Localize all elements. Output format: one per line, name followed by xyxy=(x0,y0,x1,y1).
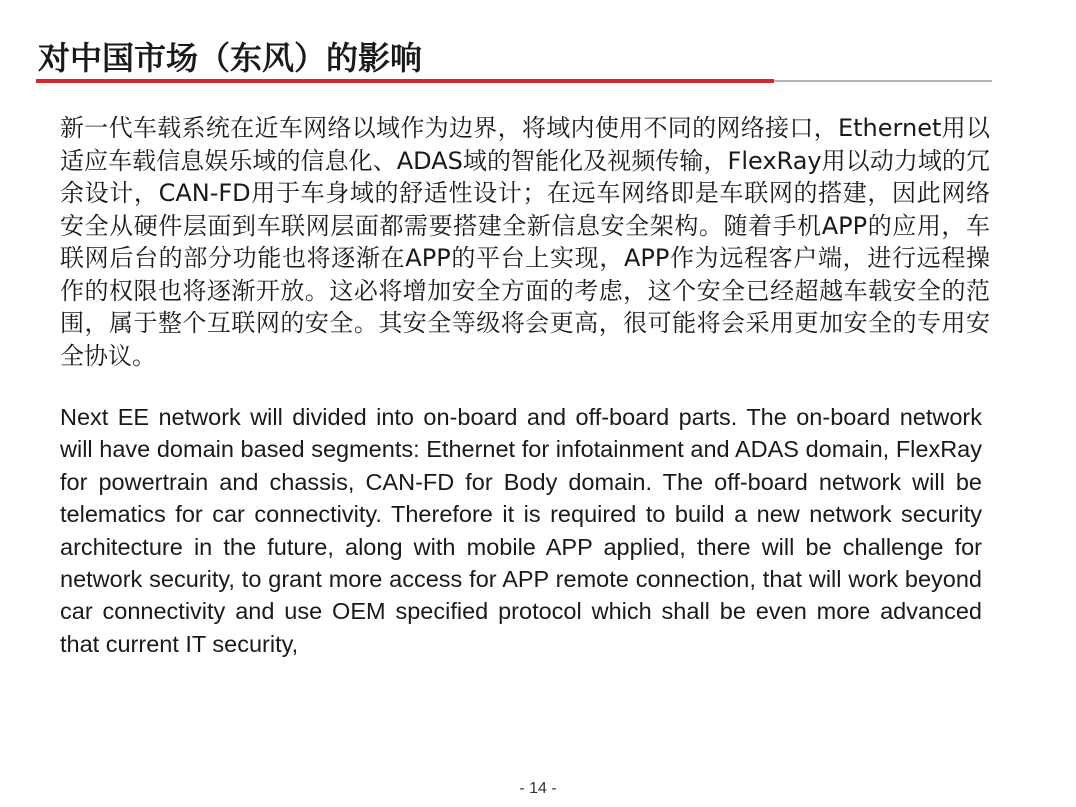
english-paragraph: Next EE network will divided into on-board and off-board parts. The on-board network will have domain based segments: Ethernet for infotainment and ADAS domain, FlexRay for powertrain and chassis, CAN-FD for Body domain. The off-board network will be telematics for car connectivity. Therefore it is required to build a new network security architecture in the future, along with mobile APP applied, there will be challenge for network security, to grant more access for APP remote connection, that will work beyond car connectivity and use OEM specified protocol which shall be even more advanced that current IT security, xyxy=(60,404,982,657)
chinese-paragraph: 新一代车载系统在近车网络以域作为边界，将域内使用不同的网络接口，Ethernet用以适应车载信息娱乐域的信息化、ADAS域的智能化及视频传输，FlexRay用以动力域的冗余设计，CAN-FD用于车身域的舒适性设计；在远车网络即是车联网的搭建，因此网络安全从硬件层面到车联网层面都需要搭建全新信息安全架构。随着手机APP的应用，车联网后台的部分功能也将逐渐在APP的平台上实现，APP作为远程客户端，进行远程操作的权限也将逐渐开放。这必将增加安全方面的考虑，这个安全已经超越车载安全的范围，属于整个互联网的安全。其安全等级将会更高，很可能将会采用更加安全的专用安全协议。 xyxy=(60,114,990,370)
title-underline-red xyxy=(36,79,774,83)
page-number: - 14 - xyxy=(519,780,557,797)
title-underline-grey xyxy=(774,80,992,82)
slide-title: 对中国市场（东风）的影响 xyxy=(38,39,423,77)
title-underline xyxy=(36,79,992,83)
